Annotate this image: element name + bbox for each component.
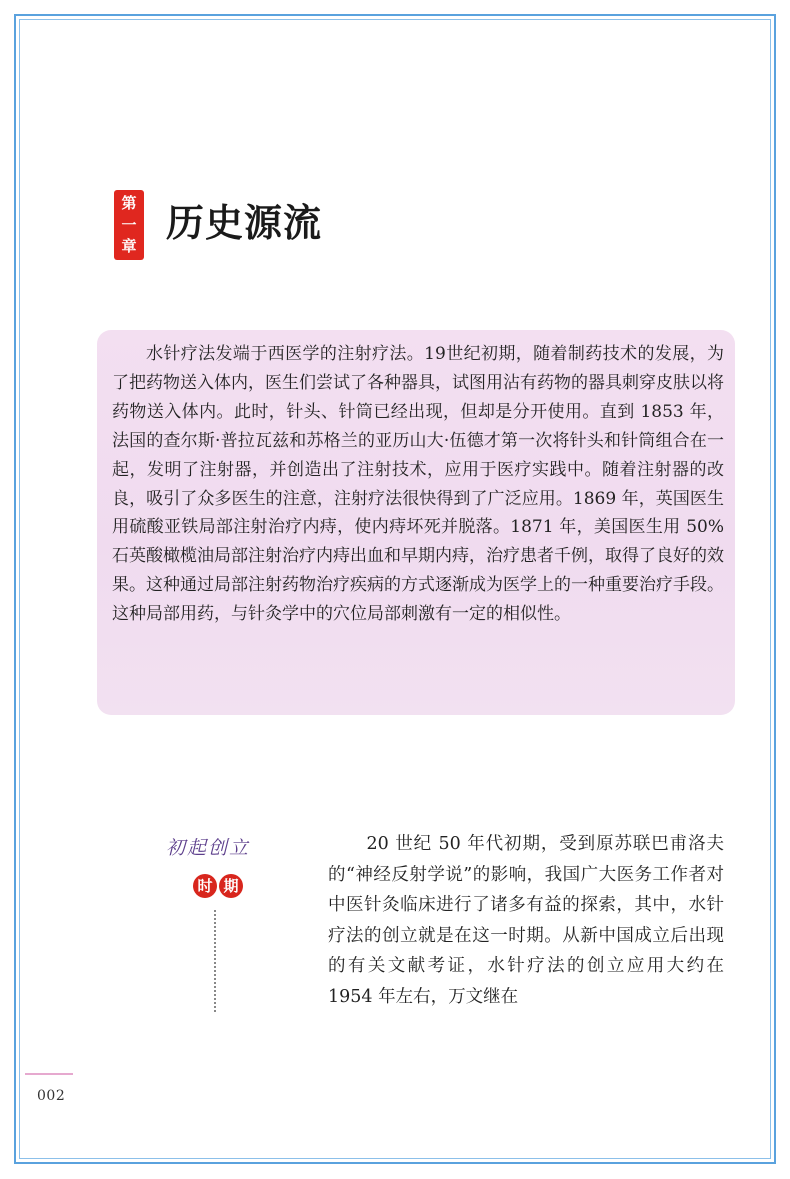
section-badge [193, 874, 243, 898]
chapter-badge [114, 190, 144, 260]
section-dotted-divider [214, 910, 216, 1012]
section-paragraph: 20 世纪 50 年代初期，受到原苏联巴甫洛夫的“神经反射学说”的影响，我国广大医务工作者对中医针灸临床进行了诸多有益的探索，其中，水针疗法的创立就是在这一时期。从新中国成立后出现的有关文献考证，水针疗法的创立应用大约在 1954 年左右，万文继在 [328, 834, 724, 1007]
page-number: 002 [37, 1088, 66, 1104]
chapter-badge-char: 一 [121, 215, 137, 234]
section-badge-char: 期 [219, 874, 243, 898]
chapter-title: 历史源流 [166, 200, 323, 245]
section-badge-char: 时 [193, 874, 217, 898]
page-number-rule [25, 1073, 73, 1075]
intro-text [112, 340, 724, 629]
section-heading: 初起创立 [166, 837, 251, 859]
intro-paragraph: 水针疗法发端于西医学的注射疗法。19世纪初期，随着制药技术的发展，为了把药物送入体内，医生们尝试了各种器具，试图用沾有药物的器具刺穿皮肤以将药物送入体内。此时，针头、针筒已经出现，但却是分开使用。直到 1853 年，法国的查尔斯·普拉瓦兹和苏格兰的亚历山大·伍德才第一次将针头和针筒组合在一起，发明了注射器，并创造出了注射技术，应用于医疗实践中。随着注射器的改良，吸引了众多医生的注意，注射疗法很快得到了广泛应用。1869 年，英国医生用硫酸亚铁局部注射治疗内痔，使内痔坏死并脱落。1871 年，美国医生用 50% 石英酸橄榄油局部注射治疗内痔出血和早期内痔，治疗患者千例，取得了良好的效果。这种通过局部注射药物治疗疾病的方式逐渐成为医学上的一种重要治疗手段。这种局部用药，与针灸学中的穴位局部刺激有一定的相似性。 [112, 344, 724, 625]
section-body [328, 829, 724, 1012]
chapter-badge-char: 第 [121, 194, 137, 213]
chapter-badge-char: 章 [121, 236, 137, 255]
